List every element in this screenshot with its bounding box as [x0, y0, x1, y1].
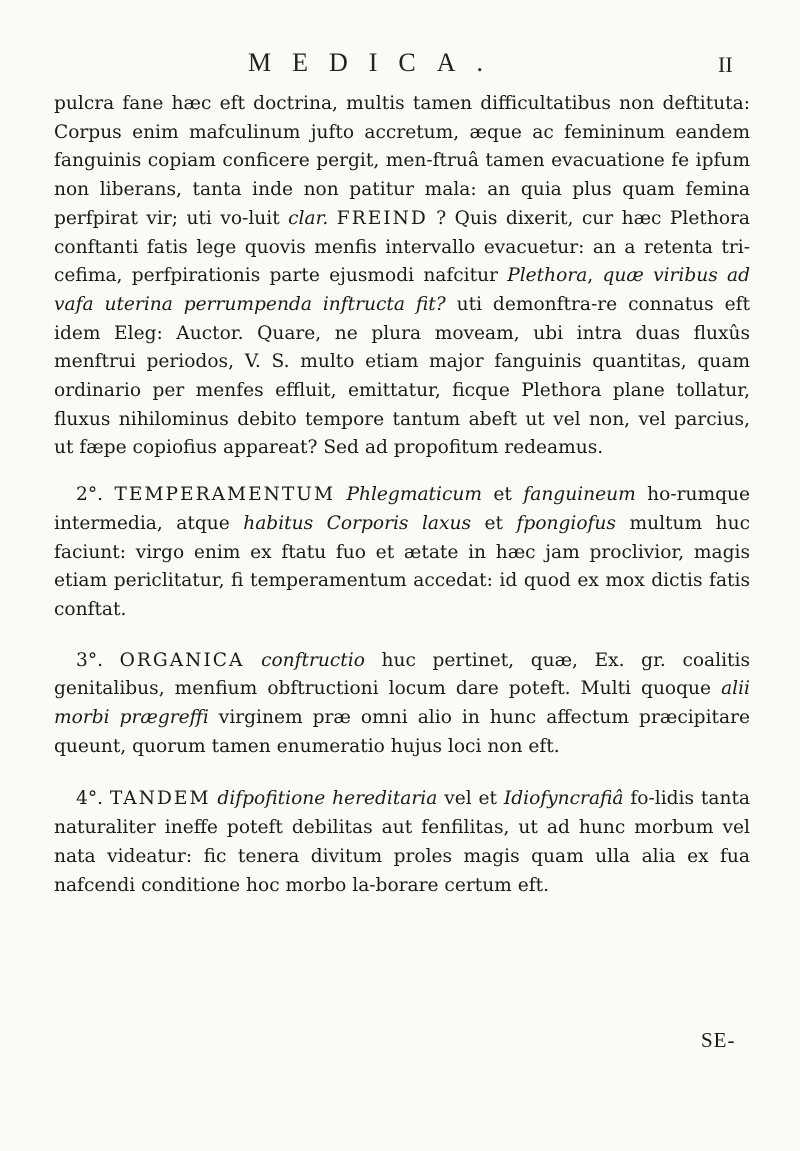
small-caps-run: TEMPERAMENTUM [114, 484, 336, 506]
catchword: SE- [701, 1028, 736, 1052]
italic-run: fpongiofus [516, 512, 616, 534]
text-run: , [587, 265, 603, 287]
text-run [335, 484, 346, 505]
italic-run: habitus Corporis laxus [243, 512, 472, 534]
text-run: pulcra fane hæc eft doctrina, multis tamen difficultatibus non deftituta: Corpus enim mafculinum jufto accretum, æque ac femininum eandem fanguinis copiam conficere pergit, men-ftruâ tamen evacuatione fe ipfum non liberans, tanta inde non patitur mala: an quia plus quam femina perfpirat vir; uti vo-luit [54, 93, 750, 229]
text-run [244, 650, 261, 671]
italic-run: conftructio [261, 649, 365, 671]
text-run: 4°. [76, 788, 110, 810]
text-run: et [471, 512, 517, 534]
italic-run: Idiofyncrafiâ [503, 788, 624, 810]
small-caps-run: TANDEM [109, 788, 211, 810]
text-run: virginem præ omni alio in hunc affectum præcipitare queunt, quorum tamen enumeratio hujus loci non eft. [54, 707, 750, 757]
text-run: ho-rumque intermedia, atque [54, 484, 750, 534]
running-head [0, 48, 800, 84]
paragraph-4 [54, 785, 750, 900]
paragraph-2 [54, 481, 750, 625]
text-run: 3°. [76, 649, 120, 671]
italic-run: Phlegmaticum [346, 484, 482, 506]
italic-run: Plethora [507, 265, 588, 287]
page-number: II [718, 52, 733, 77]
text-run: vel et [437, 788, 504, 810]
text-run: uti demonftra-re connatus eft idem Eleg: Auctor. Quare, ne plura moveam, ubi intra duas fluxûs menftrui periodos, V. S. multo etiam major fanguinis quantitas, quam ordinario per menfes effluit, emittatur, ficque Plethora plane tollatur, fluxus nihilominus debito tempore tantum abeft ut vel non, vel parcius, ut fæpe copiofius appareat? Sed ad propofitum redeamus. [54, 293, 750, 459]
italic-run: quæ viribus ad vafa uterina perrumpenda inftructa fit? [54, 265, 751, 315]
italic-run: clar. [288, 207, 329, 229]
small-caps-run: ORGANICA [119, 649, 245, 671]
italic-run: difpofitione hereditaria [217, 788, 438, 810]
text-run: et [481, 484, 524, 506]
text-run [328, 208, 336, 229]
text-run: multum huc faciunt: virgo enim ex ftatu fuo et ætate in hæc jam proclivior, magis etiam periclitatur, fi temperamentum accedat: id quod ex mox dictis fatis conftat. [54, 512, 750, 620]
paragraph-1 [54, 90, 750, 463]
text-run: fo-lidis tanta naturaliter ineffe poteft debilitas aut fenfilitas, ut ad hunc morbum vel nata videatur: fic tenera divitum proles magis quam ulla alia ex fua nafcendi conditione hoc morbo la-borare certum eft. [54, 788, 750, 896]
text-run: 2°. [76, 484, 115, 506]
small-caps-run: FREIND [336, 207, 428, 229]
body-text [54, 90, 750, 900]
italic-run: alii morbi prægreffi [54, 678, 750, 729]
italic-run: fanguineum [523, 484, 636, 506]
text-run: huc pertinet, quæ, Ex. gr. coalitis genitalibus, menfium obftructioni locum dare poteft. Multi quoque [54, 649, 750, 700]
running-title: MEDICA. [248, 48, 505, 77]
text-run: ? Quis dixerit, cur hæc Plethora conftanti fatis lege quovis menfis intervallo evacuetur: an a retenta tri-cefima, perfpirationis parte ejusmodi nafcitur [54, 207, 750, 287]
paragraph-3 [54, 647, 750, 762]
